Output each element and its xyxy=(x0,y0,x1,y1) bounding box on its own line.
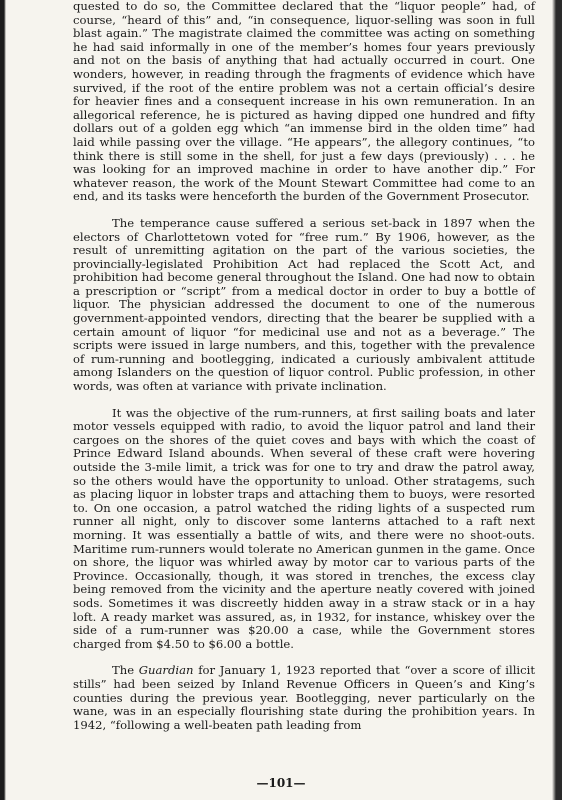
page-number: —101— xyxy=(256,776,306,790)
paragraph-4-lead: The xyxy=(112,663,139,678)
paragraph-1: quested to do so, the Committee declared that the “liquor people” had, of course, “heard of this” and, “in consequence, liquor-selling was soon in full blast again.” The magistrate claimed the committee was acting on something he had said informally in one of the member’s homes four years previously and not on the basis of anything that had actually occurred in court. One wonders, however, in reading through the fragments of evidence which have survived, if the root of the entire problem was not a certain official’s desire for heavier fines and a consequent increase in his own remuneration. In an allegorical reference, he is pictured as having dipped one hundred and fifty dollars out of a golden egg which “an immense bird in the olden time” had laid while passing over the village. “He appears”, the allegory continues, “to think there is still some in the shell, for just a few days (previously) . . . he was looking for an improved machine in order to have another dip.” For whatever reason, the work of the Mount Stewart Committee had come to an end, and its tasks were henceforth the burden of the Government Prosecutor. xyxy=(73,0,535,204)
paragraph-3: It was the objective of the rum-runners, at first sailing boats and later motor vessels equipped with radio, to avoid the liquor patrol and land their cargoes on the shores of the quiet coves and bays with which the coast of Prince Edward Island abounds. When several of these craft were hovering outside the 3-mile limit, a trick was for one to try and draw the patrol away, so the others would have the opportunity to unload. Other stratagems, such as placing liquor in lobster traps and attaching them to buoys, were resorted to. On one occasion, a patrol watched the riding lights of a suspected rum runner all night, only to discover some lanterns attached to a raft next morning. It was essentially a battle of wits, and there were no shoot-outs. Maritime rum-runners would tolerate no American gunmen in the game. Once on shore, the liquor was whirled away by motor car to various parts of the Province. Occasionally, though, it was stored in trenches, the excess clay being removed from the vicinity and the aperture neatly covered with joined sods. Sometimes it was discreetly hidden away in a straw stack or in a hay loft. A ready market was assured, as, in 1932, for instance, whiskey over the side of a rum-runner was $20.00 a case, while the Government stores charged from $4.50 to $6.00 a bottle. xyxy=(73,405,535,651)
page-number-footer xyxy=(0,776,562,790)
newspaper-title: Guardian xyxy=(138,663,194,678)
paragraph-4 xyxy=(73,664,535,732)
paragraph-gap xyxy=(73,394,535,407)
body-text xyxy=(73,0,535,732)
paragraph-2: The temperance cause suffered a serious set-back in 1897 when the electors of Charlottetown voted for “free rum.” By 1906, however, as the result of unremitting agitation on the part of the various societies, the provincially-legislated Prohibition Act had replaced the Scott Act, and prohibition had become general throughout the Island. One had now to obtain a prescription or “script” from a medical doctor in order to buy a bottle of liquor. The physician addressed the document to one of the numerous government-appointed vendors, directing that the bearer be supplied with a certain amount of liquor “for medicinal use and not as a beverage.” The scripts were issued in large numbers, and this, together with the prevalence of rum-running and bootlegging, indicated a curiously ambivalent attitude among Islanders on the question of liquor control. Public profession, in other words, was often at variance with private inclination. xyxy=(73,215,535,394)
paragraph-4-rest: for January 1, 1923 reported that “over a score of illicit stills” had been seized by Inland Revenue Officers in Queen’s and King’s counties during the previous year. Bootlegging, never particularly on the wane, was in an especially flourishing state during the prohibition years. In 1942, “following a well-beaten path leading from xyxy=(73,663,535,732)
paragraph-gap xyxy=(73,204,535,217)
